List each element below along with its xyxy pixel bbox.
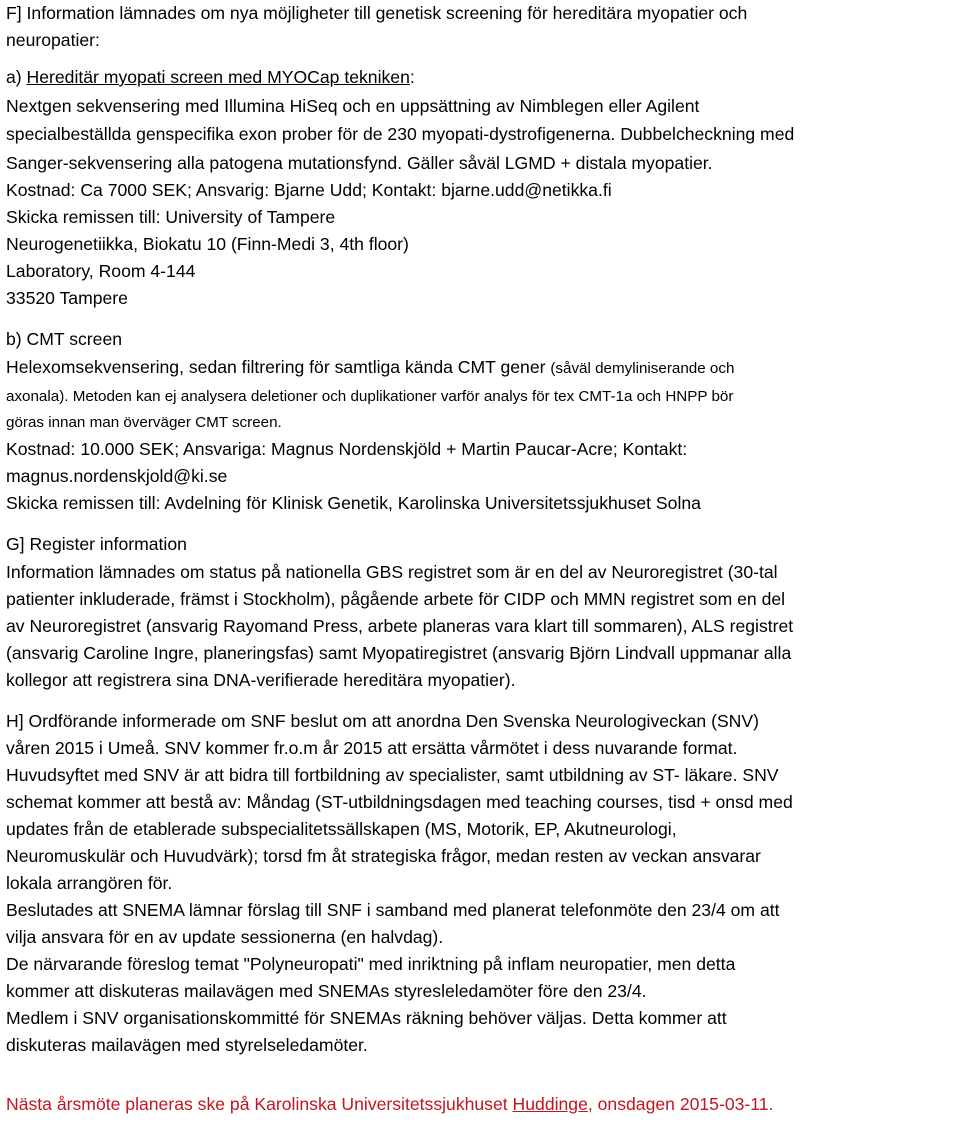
section-h-line: Huvudsyftet med SNV är att bidra till fortbildning av specialister, samt utbildning av ST- läkare. SNV [6, 765, 779, 785]
section-h-line: våren 2015 i Umeå. SNV kommer fr.o.m år 2015 att ersätta vårmötet i dess nuvarande format. [6, 738, 738, 758]
section-g-line: Information lämnades om status på nationella GBS registret som är en del av Neuroregistret (30-tal [6, 562, 778, 582]
section-h-line: schemat kommer att bestå av: Måndag (ST-utbildningsdagen med teaching courses, tisd + onsd med [6, 792, 793, 812]
sub-a-line-1: Nextgen sekvensering med Illumina HiSeq och en uppsättning av Nimblegen eller Agilent [6, 96, 700, 116]
section-h-line: Neuromuskulär och Huvudvärk); torsd fm åt strategiska frågor, medan resten av veckan ansvarar [6, 846, 761, 866]
sub-a-line-2: specialbeställda genspecifika exon prober för de 230 myopati-dystrofigenerna. Dubbelcheckning med [6, 124, 795, 144]
section-g-title: G] Register information [6, 534, 187, 554]
sub-b-email: magnus.nordenskjold@ki.se [6, 466, 228, 486]
section-g-line: kollegor att registrera sina DNA-verifierade hereditära myopatier). [6, 670, 516, 690]
sub-a-line-3: Sanger-sekvensering alla patogena mutationsfynd. Gäller såväl LGMD + distala myopatier. [6, 153, 713, 173]
sub-b-line-2 [6, 383, 733, 410]
sub-b-line-2-a: axonala). [6, 388, 69, 405]
sub-b-line-1-main: Helexomsekvensering, sedan filtrering för samtliga kända CMT gener [6, 357, 551, 377]
sub-a-address-2: Laboratory, Room 4-144 [6, 261, 196, 281]
sub-b-line-1-small: (såväl demyliniserande och [550, 360, 735, 377]
next-meeting-note [6, 1091, 773, 1118]
section-h-line: vilja ansvara för en av update sessionerna (en halvdag). [6, 927, 444, 947]
section-h-line: diskuteras mailavägen med styrelseledamöter. [6, 1035, 368, 1055]
section-h-line: updates från de etablerade subspecialitetssällskapen (MS, Motorik, EP, Akutneurologi, [6, 819, 677, 839]
sub-a-title: Hereditär myopati screen med MYOCap tekniken [26, 67, 410, 87]
section-g-line: av Neuroregistret (ansvarig Rayomand Press, arbete planeras vara klart till sommaren), ALS registret [6, 616, 794, 636]
section-h-line: Beslutades att SNEMA lämnar förslag till SNF i samband med planerat telefonmöte den 23/4 om att [6, 900, 780, 920]
section-h-line: Medlem i SNV organisationskommitté för SNEMAs räkning behöver väljas. Detta kommer att [6, 1008, 727, 1028]
sub-b-line-2-b: Metoden kan ej analysera deletioner och duplikationer varför analys för tex CMT-1a och HNPP bör [68, 388, 734, 405]
section-h-line: kommer att diskuteras mailavägen med SNEMAs styresleledamöter före den 23/4. [6, 981, 647, 1001]
sub-a-address-3: 33520 Tampere [6, 288, 128, 308]
section-f-heading-line-2: neuropatier: [6, 30, 100, 50]
sub-a-cost-contact: Kostnad: Ca 7000 SEK; Ansvarig: Bjarne Udd; Kontakt: bjarne.udd@netikka.fi [6, 180, 612, 200]
next-meeting-prefix: Nästa årsmöte planeras ske på Karolinska Universitetssjukhuset [6, 1094, 513, 1114]
sub-a-send-to: Skicka remissen till: University of Tampere [6, 207, 336, 227]
next-meeting-suffix: , onsdagen 2015-03-11. [587, 1094, 774, 1114]
sub-a-heading [6, 64, 415, 91]
section-f-heading-line-1: F] Information lämnades om nya möjligheter till genetisk screening för hereditära myopatier och [6, 3, 748, 23]
section-h-line: De närvarande föreslog temat "Polyneuropati" med inriktning på inflam neuropatier, men detta [6, 954, 736, 974]
sub-b-line-1 [6, 354, 734, 382]
next-meeting-place: Huddinge [512, 1094, 588, 1114]
sub-b-cost-contact: Kostnad: 10.000 SEK; Ansvariga: Magnus Nordenskjöld + Martin Paucar-Acre; Kontakt: [6, 439, 688, 459]
sub-a-title-suffix: : [409, 67, 415, 87]
sub-b-line-3: göras innan man överväger CMT screen. [6, 414, 282, 431]
sub-a-prefix: a) [6, 67, 27, 87]
section-h-line: H] Ordförande informerade om SNF beslut om att anordna Den Svenska Neurologiveckan (SNV) [6, 711, 759, 731]
sub-b-title: b) CMT screen [6, 329, 123, 349]
section-h-line: lokala arrangören för. [6, 873, 173, 893]
sub-b-send-to: Skicka remissen till: Avdelning för Klinisk Genetik, Karolinska Universitetssjukhuset Solna [6, 493, 701, 513]
section-g-line: (ansvarig Caroline Ingre, planeringsfas) samt Myopatiregistret (ansvarig Björn Lindvall uppmanar alla [6, 643, 792, 663]
section-g-line: patienter inkluderade, främst i Stockholm), pågående arbete för CIDP och MMN registret som en del [6, 589, 786, 609]
sub-a-address-1: Neurogenetiikka, Biokatu 10 (Finn-Medi 3, 4th floor) [6, 234, 409, 254]
